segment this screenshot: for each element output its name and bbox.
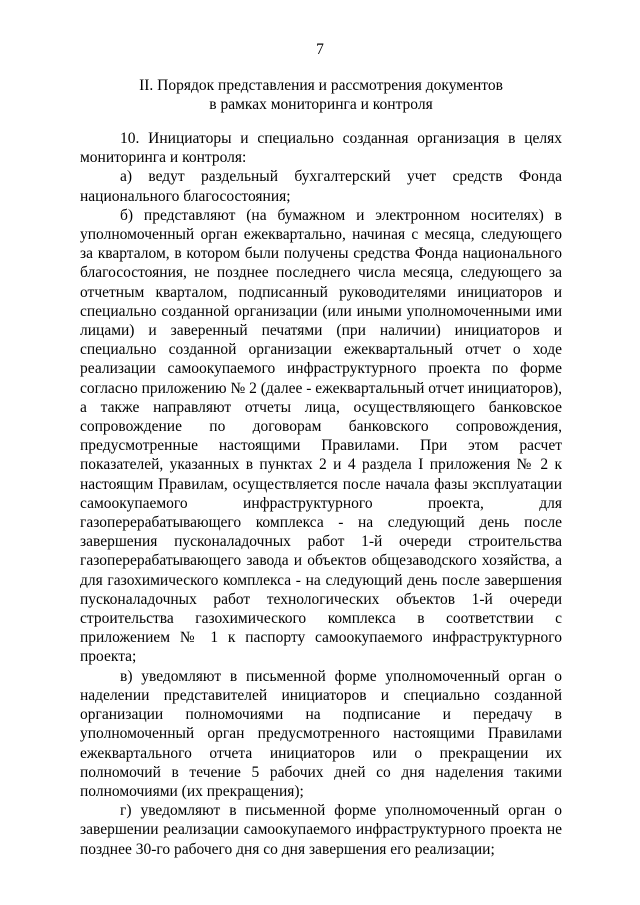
paragraph-10: 10. Инициаторы и специально созданная организация в целях мониторинга и контроля: — [80, 130, 562, 167]
body-text — [80, 129, 562, 859]
section-heading-line-1: II. Порядок представления и рассмотрения документов — [139, 77, 503, 94]
paragraph-item-g: г) уведомляют в письменной форме уполномоченный орган о завершении реализации самоокупаемого инфраструктурного проекта не позднее 30-го рабочего дня со дня завершения его реализации; — [80, 802, 562, 858]
section-heading — [80, 76, 562, 114]
paragraph-item-a: а) ведут раздельный бухгалтерский учет средств Фонда национального благосостояния; — [80, 168, 562, 205]
paragraph-item-b: б) представляют (на бумажном и электронном носителях) в уполномоченный орган ежеквартально, начиная с месяца, следующего за кварталом, в котором были получены средства Фонда национального благосостояния, не позднее последнего числа месяца, следующего за отчетным кварталом, подписанный руководителями инициаторов и специально созданной организации (или иными уполномоченными ими лицами) и заверенный печатями (при наличии) инициаторов и специально созданной организации ежеквартальный отчет о ходе реализации самоокупаемого инфраструктурного проекта по форме согласно приложению № 2 (далее - ежеквартальный отчет инициаторов), а также направляют отчеты лица, осуществляющего банковское сопровождение по договорам банковского сопровождения, предусмотренные настоящими Правилами. При этом расчет показателей, указанных в пунктах 2 и 4 раздела I приложения № 2 к настоящим Правилам, осуществляется после начала фазы эксплуатации самоокупаемого инфраструктурного проекта, для газоперерабатывающего комплекса - на следующий день после завершения пусконаладочных работ 1-й очереди строительства газоперерабатывающего завода и объектов общезаводского хозяйства, а для газохимического комплекса - на следующий день после завершения пусконаладочных работ технологических объектов 1-й очереди строительства газохимического комплекса в соответствии с приложением № 1 к паспорту самоокупаемого инфраструктурного проекта; — [80, 206, 563, 666]
section-heading-line-2: в рамках мониторинга и контроля — [209, 96, 433, 113]
page-number: 7 — [316, 41, 324, 58]
paragraph-item-v: в) уведомляют в письменной форме уполномоченный орган о наделении представителей инициаторов и специально созданной организации полномочиями на подписание и передачу в уполномоченный орган предусмотренного настоящими Правилами ежеквартального отчета инициаторов или о прекращении их полномочий в течение 5 рабочих дней со дня наделения такими полномочиями (их прекращения); — [80, 667, 562, 800]
